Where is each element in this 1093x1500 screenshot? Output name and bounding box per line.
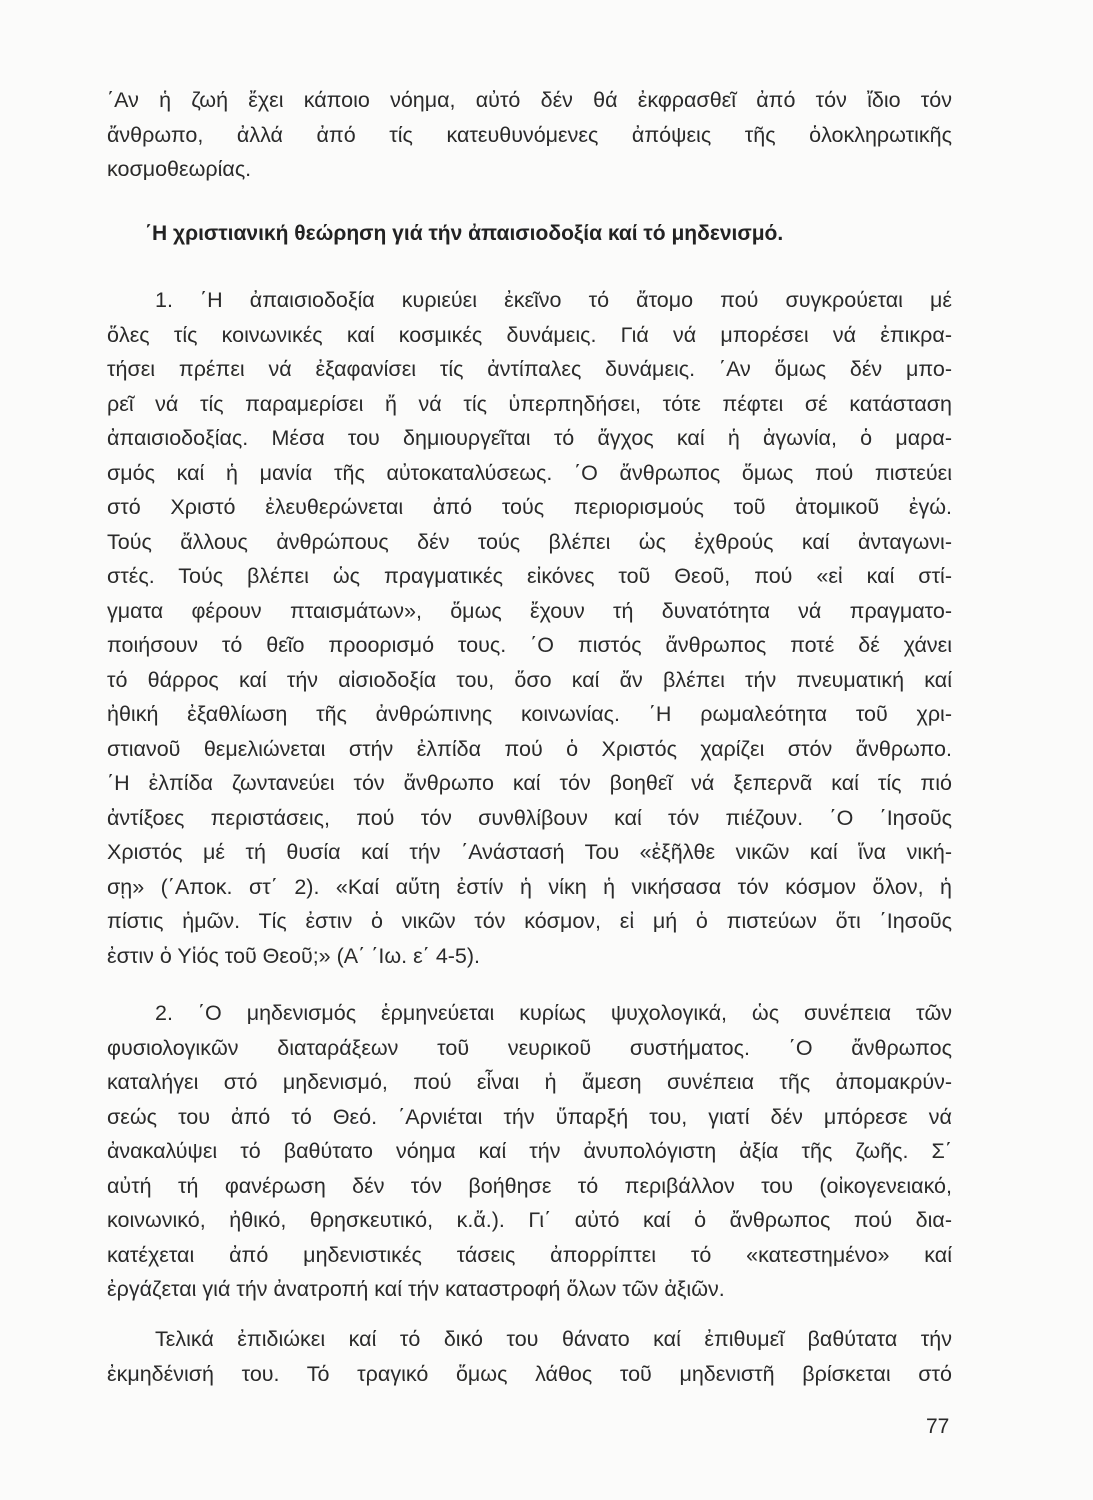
text-line: αὐτή τή φανέρωση δέν τόν βοήθησε τό περιβάλλον του (οἰκογενειακό, [107,1173,952,1198]
section-heading: ΄Η χριστιανική θεώρηση γιά τήν ἀπαισιοδοξία καί τό μηδενισμό. [145,222,784,245]
text-line: Τούς ἄλλους ἀνθρώπους δέν τούς βλέπει ὡς ἐχθρούς καί ἀνταγωνι- [107,529,952,554]
intro-paragraph [107,83,952,187]
text-line: γματα φέρουν πταισμάτων», ὅμως ἔχουν τή δυνατότητα νά πραγματο- [107,598,952,623]
text-line: σεώς του ἀπό τό Θεό. ΄Αρνιέται τήν ὕπαρξή του, γιατί δέν μπόρεσε νά [107,1104,952,1129]
text-line: ὅλες τίς κοινωνικές καί κοσμικές δυνάμεις. Γιά νά μπορέσει νά ἐπικρα- [107,322,952,347]
paragraph-3 [107,1322,952,1391]
text-line: 2. ΄Ο μηδενισμός ἑρμηνεύεται κυρίως ψυχολογικά, ὡς συνέπεια τῶν [155,1001,952,1025]
text-line: καταλήγει στό μηδενισμό, πού εἶναι ἡ ἄμεση συνέπεια τῆς ἀπομακρύν- [107,1070,952,1094]
text-line: κοσμοθεωρίας. [107,157,252,181]
text-line: ἄνθρωπο, ἀλλά ἀπό τίς κατευθυνόμενες ἀπόψεις τῆς ὁλοκληρωτικῆς [107,122,952,147]
text-line: σμός καί ἡ μανία τῆς αὐτοκαταλύσεως. ΄Ο ἄνθρωπος ὅμως πού πιστεύει [107,460,952,485]
paragraph-2 [107,996,952,1307]
text-line: ΄Η ἐλπίδα ζωντανεύει τόν ἄνθρωπο καί τόν βοηθεῖ νά ξεπερνᾶ καί τίς πιό [107,771,952,795]
text-line: Τελικά ἐπιδιώκει καί τό δικό του θάνατο καί ἐπιθυμεῖ βαθύτατα τήν [155,1327,952,1351]
text-line: τό θάρρος καί τήν αἰσιοδοξία του, ὅσο καί ἄν βλέπει τήν πνευματική καί [107,667,952,692]
text-line: Χριστός μέ τή θυσία καί τήν ΄Ανάστασή Του «ἐξῆλθε νικῶν καί ἵνα νική- [107,840,952,864]
text-line: ἐστιν ὁ Υἱός τοῦ Θεοῦ;» (Α΄ ΄Ιω. ε΄ 4-5). [107,943,481,968]
text-line: ἐκμηδένισή του. Τό τραγικό ὅμως λάθος τοῦ μηδενιστῆ βρίσκεται στό [107,1361,952,1386]
text-line: ΄Αν ἡ ζωή ἔχει κάποιο νόημα, αὐτό δέν θά ἐκφρασθεῖ ἀπό τόν ἴδιο τόν [107,88,952,112]
text-line: ἠθική ἐξαθλίωση τῆς ἀνθρώπινης κοινωνίας. ΄Η ρωμαλεότητα τοῦ χρι- [107,702,952,726]
text-line: σῃ» (΄Αποκ. στ΄ 2). «Καί αὕτη ἐστίν ἡ νίκη ἡ νικήσασα τόν κόσμον ὅλον, ἡ [107,874,952,899]
text-line: ἀντίξοες περιστάσεις, πού τόν συνθλίβουν καί τόν πιέζουν. ΄Ο ΄Ιησοῦς [107,805,952,830]
text-line: στές. Τούς βλέπει ὡς πραγματικές εἰκόνες τοῦ Θεοῦ, πού «εἰ καί στί- [107,564,952,588]
text-line: ρεῖ νά τίς παραμερίσει ἤ νά τίς ὑπερπηδήσει, τότε πέφτει σέ κατάσταση [107,391,952,416]
text-line: 1. ΄Η ἀπαισιοδοξία κυριεύει ἐκεῖνο τό ἄτομο πού συγκρούεται μέ [155,288,952,312]
text-line: κοινωνικό, ἠθικό, θρησκευτικό, κ.ἄ.). Γι΄ αὐτό καί ὁ ἄνθρωπος πού δια- [107,1208,952,1232]
text-line: τήσει πρέπει νά ἐξαφανίσει τίς ἀντίπαλες δυνάμεις. ΄Αν ὅμως δέν μπο- [107,357,952,381]
text-line: ἐργάζεται γιά τήν ἀνατροπή καί τήν καταστροφή ὅλων τῶν ἀξιῶν. [107,1277,725,1301]
text-line: κατέχεται ἀπό μηδενιστικές τάσεις ἀπορρίπτει τό «κατεστημένο» καί [107,1242,952,1267]
text-line: στιανοῦ θεμελιώνεται στήν ἐλπίδα πού ὁ Χριστός χαρίζει στόν ἄνθρωπο. [107,736,952,761]
text-line: ἀνακαλύψει τό βαθύτατο νόημα καί τήν ἀνυπολόγιστη ἀξία τῆς ζωῆς. Σ΄ [107,1139,952,1163]
page-number: 77 [926,1415,950,1438]
text-line: ἀπαισιοδοξίας. Μέσα του δημιουργεῖται τό ἄγχος καί ἡ ἀγωνία, ὁ μαρα- [107,426,952,450]
paragraph-1 [107,283,952,973]
text-line: φυσιολογικῶν διαταράξεων τοῦ νευρικοῦ συστήματος. ΄Ο ἄνθρωπος [107,1035,952,1060]
text-line: ποιήσουν τό θεῖο προορισμό τους. ΄Ο πιστός ἄνθρωπος ποτέ δέ χάνει [107,633,952,657]
text-line: στό Χριστό ἐλευθερώνεται ἀπό τούς περιορισμούς τοῦ ἀτομικοῦ ἐγώ. [107,495,952,519]
text-line: πίστις ἡμῶν. Τίς ἐστιν ὁ νικῶν τόν κόσμον, εἰ μή ὁ πιστεύων ὅτι ΄Ιησοῦς [107,909,952,933]
